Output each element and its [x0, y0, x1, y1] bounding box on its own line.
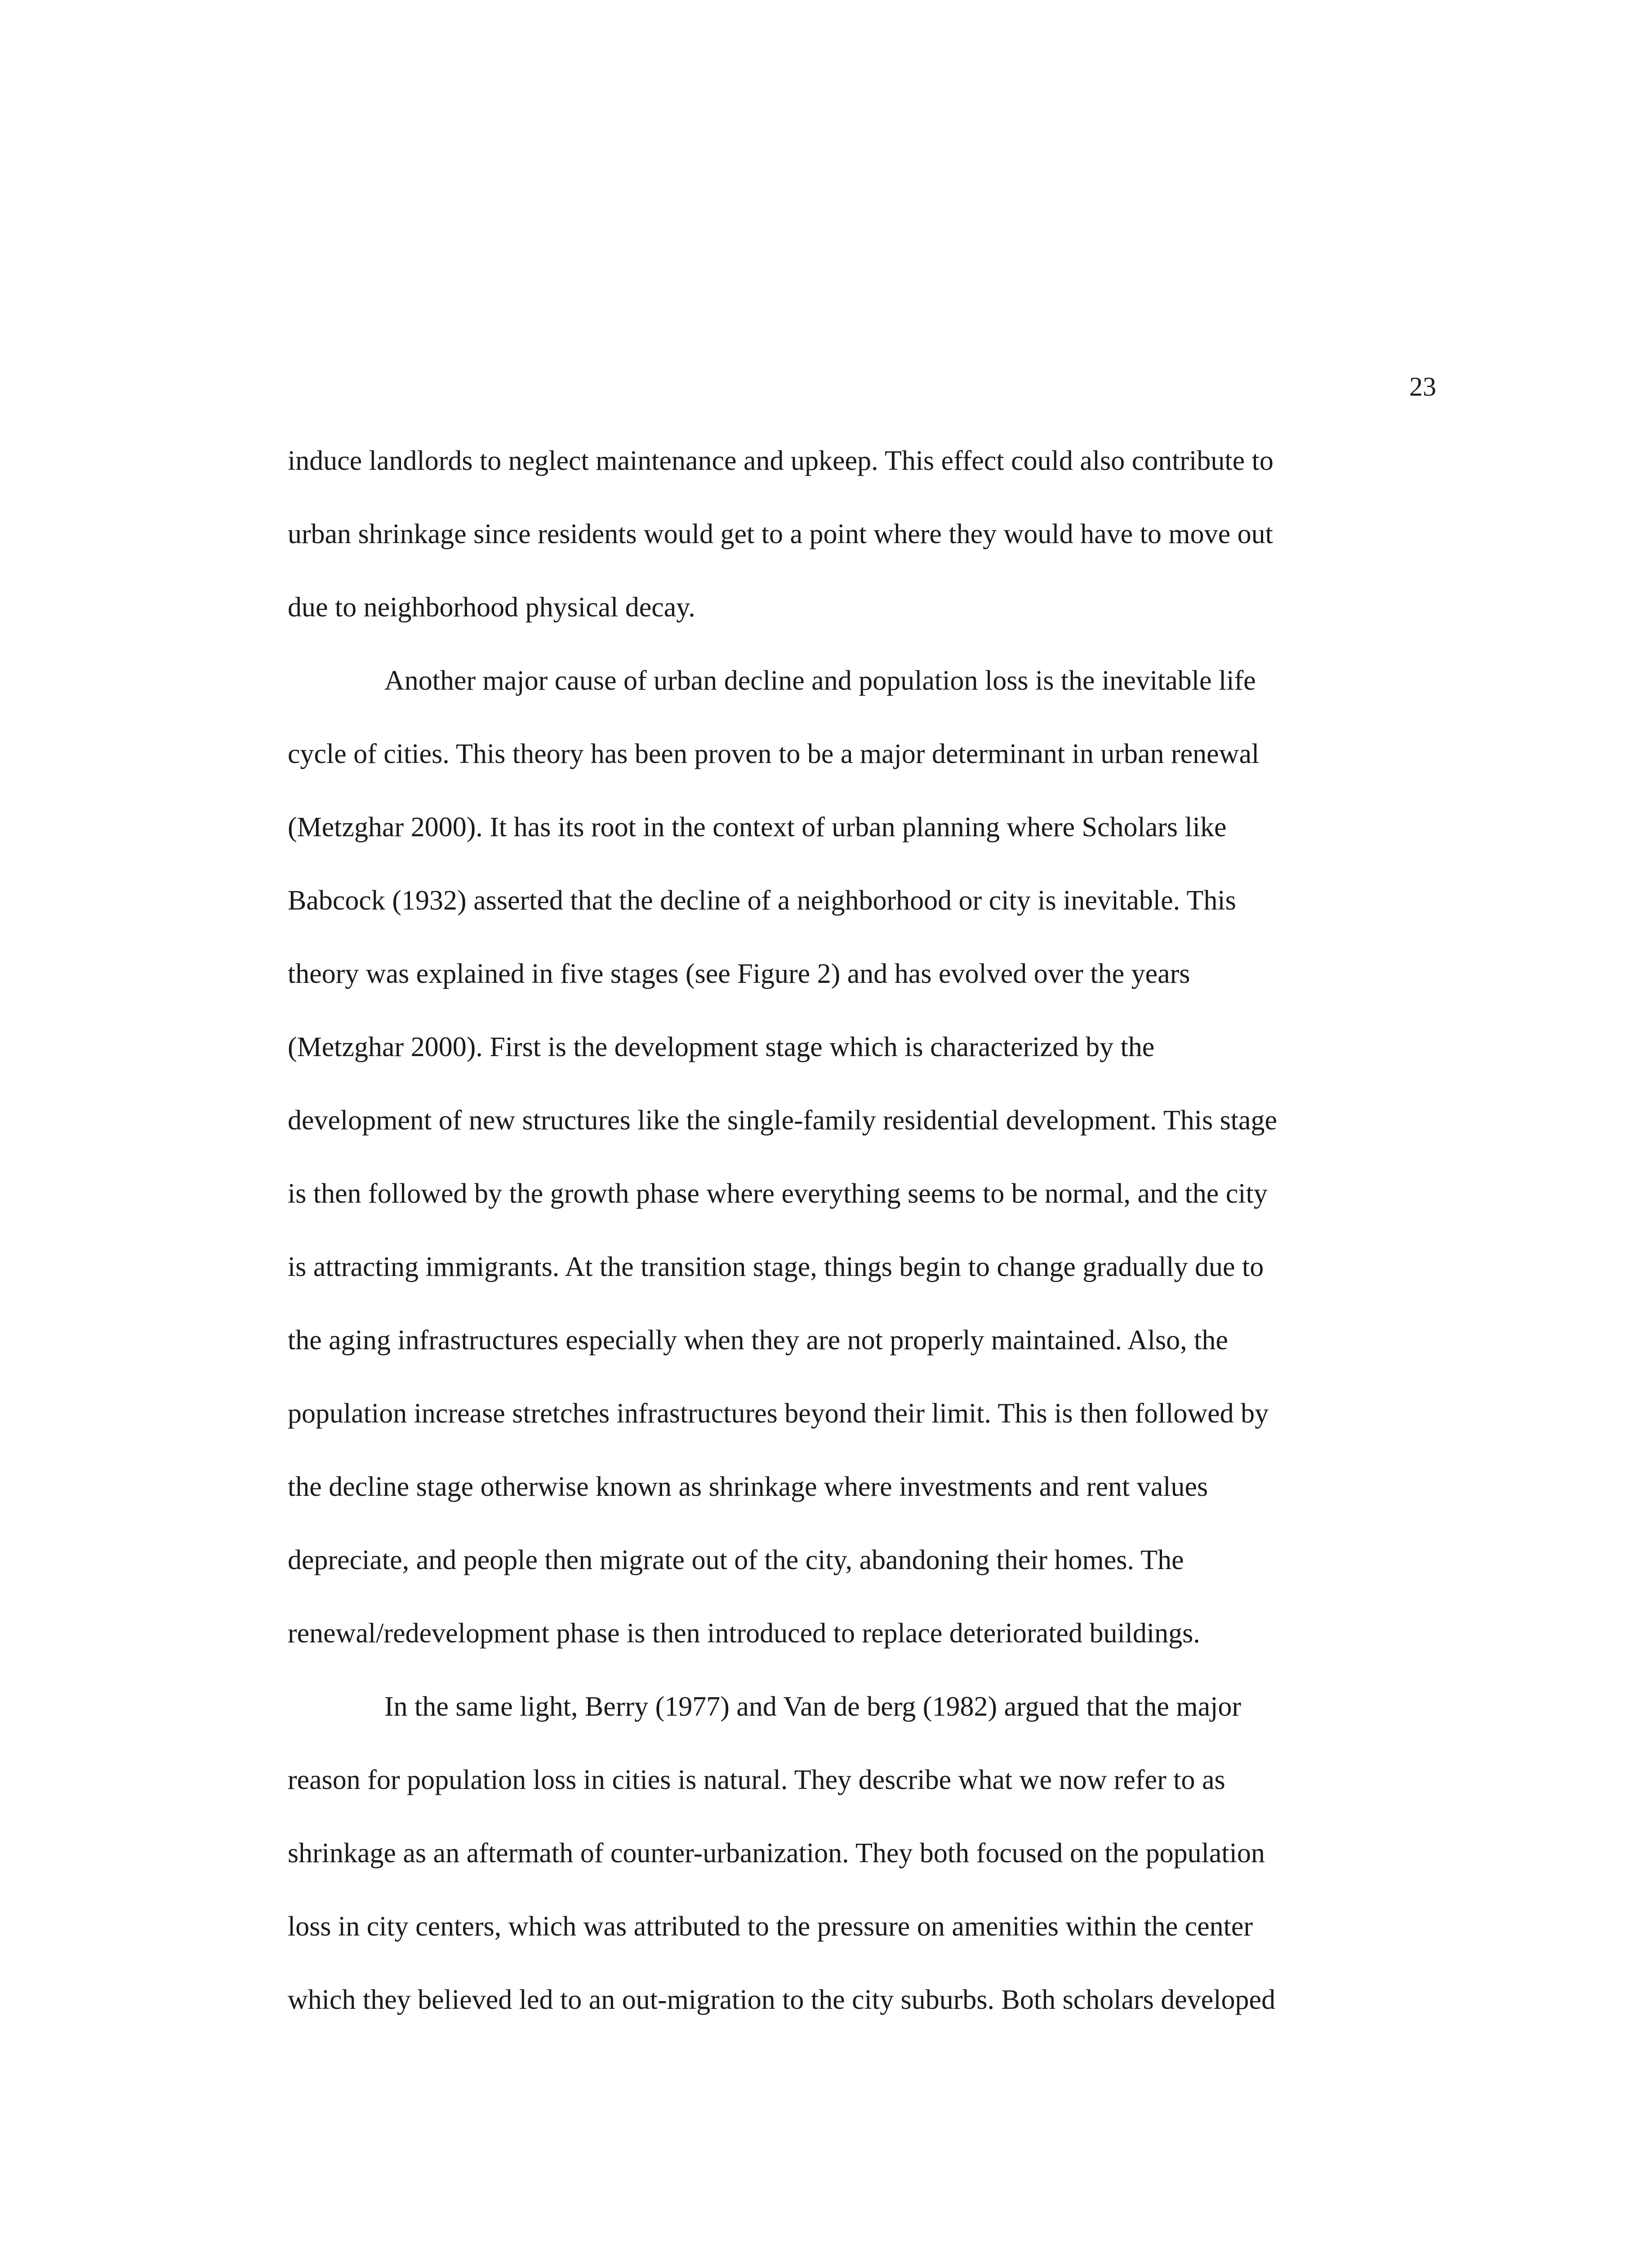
text-line: is then followed by the growth phase where everything seems to be normal, and the city — [288, 1178, 1268, 1209]
text-line: development of new structures like the single-family residential development. This stage — [288, 1105, 1277, 1136]
paragraph-first-line: Another major cause of urban decline and population loss is the inevitable life — [384, 665, 1256, 696]
page-number: 23 — [1409, 372, 1436, 401]
body-text — [288, 438, 1425, 2051]
text-line: population increase stretches infrastructures beyond their limit. This is then followed by — [288, 1398, 1269, 1429]
text-line: Babcock (1932) asserted that the decline of a neighborhood or city is inevitable. This — [288, 885, 1236, 916]
text-line: depreciate, and people then migrate out of the city, abandoning their homes. The — [288, 1545, 1184, 1575]
text-line: theory was explained in five stages (see Figure 2) and has evolved over the years — [288, 959, 1190, 989]
text-line: the decline stage otherwise known as shrinkage where investments and rent values — [288, 1472, 1208, 1502]
text-line: cycle of cities. This theory has been proven to be a major determinant in urban renewal — [288, 739, 1260, 769]
text-line: renewal/redevelopment phase is then introduced to replace deteriorated buildings. — [288, 1618, 1200, 1649]
text-line: urban shrinkage since residents would get to a point where they would have to move out — [288, 519, 1273, 549]
text-line: (Metzghar 2000). It has its root in the context of urban planning where Scholars like — [288, 812, 1227, 843]
text-line: loss in city centers, which was attributed to the pressure on amenities within the center — [288, 1911, 1253, 1942]
paragraph-first-line: In the same light, Berry (1977) and Van de berg (1982) argued that the major — [384, 1691, 1241, 1722]
text-line: reason for population loss in cities is natural. They describe what we now refer to as — [288, 1765, 1225, 1795]
text-line: induce landlords to neglect maintenance and upkeep. This effect could also contribute to — [288, 446, 1274, 476]
text-line: due to neighborhood physical decay. — [288, 592, 695, 623]
text-line: shrinkage as an aftermath of counter-urbanization. They both focused on the population — [288, 1838, 1265, 1869]
text-line: the aging infrastructures especially when they are not properly maintained. Also, the — [288, 1325, 1228, 1356]
text-line: which they believed led to an out-migration to the city suburbs. Both scholars developed — [288, 1985, 1276, 2015]
text-line: is attracting immigrants. At the transition stage, things begin to change gradually due to — [288, 1252, 1264, 1282]
text-line: (Metzghar 2000). First is the development stage which is characterized by the — [288, 1032, 1155, 1062]
